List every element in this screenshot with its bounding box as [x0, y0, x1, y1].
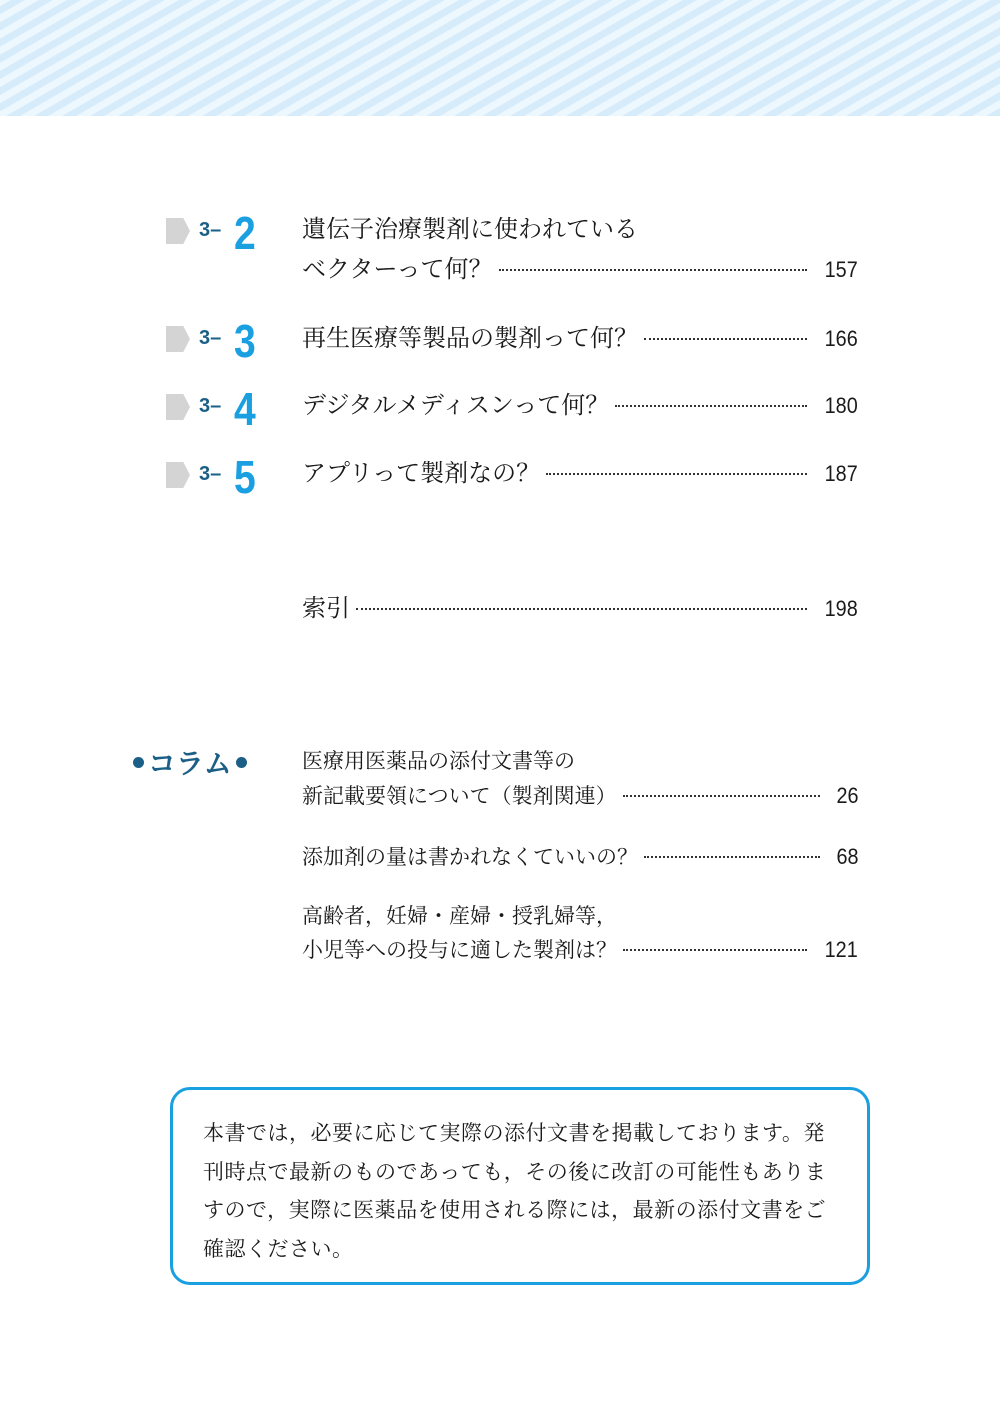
section-title-leader — [302, 390, 858, 421]
section-title-line: デジタルメディスンって何？ — [302, 391, 610, 419]
index-leader — [302, 593, 858, 624]
section-marker-icon — [166, 326, 190, 352]
column-label-text: コラム — [148, 747, 232, 780]
notice-box — [170, 1087, 870, 1285]
section-prefix: 3– — [199, 219, 222, 241]
page-number: 180 — [824, 393, 858, 418]
notice-line: 刊時点で最新のものであっても，その後に改訂の可能性もありま — [203, 1159, 827, 1184]
section-marker-icon — [166, 394, 190, 420]
column-title-line: 添加剤の量は書かれなくていいの？ — [302, 845, 638, 869]
page-number: 198 — [824, 596, 858, 621]
section-title-line: ベクターって何？ — [302, 255, 493, 283]
column-title-leader — [302, 935, 858, 965]
header-stripe-band — [0, 0, 1000, 116]
page-number: 187 — [824, 461, 858, 486]
column-title-line: 高齢者，妊婦・産婦・授乳婦等， — [302, 904, 617, 928]
page-number: 121 — [824, 937, 858, 962]
dot-leader — [623, 793, 820, 797]
column-title-line: 新記載要領について（製剤関連） — [302, 784, 617, 808]
notice-line: 確認ください。 — [203, 1236, 354, 1261]
section-title-line: 再生医療等製品の製剤って何？ — [302, 324, 638, 352]
dot-leader — [499, 267, 808, 271]
section-number: 3 — [234, 315, 256, 367]
section-title-line: 遺伝子治療製剤に使われている — [302, 215, 638, 243]
dot-leader — [644, 854, 820, 858]
section-number: 2 — [234, 207, 256, 259]
column-title-line: 小児等への投与に適した製剤は？ — [302, 938, 617, 962]
dot-leader — [623, 947, 807, 951]
column-label — [133, 742, 247, 782]
section-title-leader — [302, 254, 858, 285]
page-number: 157 — [824, 257, 858, 282]
section-marker-icon — [166, 462, 190, 488]
dot-leader — [546, 471, 807, 475]
dot-leader — [356, 606, 807, 610]
section-prefix: 3– — [199, 463, 222, 485]
page-number: 26 — [835, 783, 858, 808]
section-title-leader — [302, 323, 858, 354]
page-number: 68 — [835, 844, 858, 869]
section-prefix: 3– — [199, 327, 222, 349]
column-title-leader — [302, 842, 858, 872]
section-number: 4 — [234, 383, 256, 435]
column-title-leader — [302, 781, 858, 811]
dot-leader — [615, 403, 807, 407]
section-title-line: アプリって製剤なの？ — [302, 459, 541, 487]
section-prefix: 3– — [199, 395, 222, 417]
index-title: 索引 — [302, 594, 350, 622]
notice-line: すので，実際に医薬品を使用される際には，最新の添付文書をご — [203, 1198, 827, 1222]
section-title-leader — [302, 458, 858, 489]
bullet-dot-icon — [236, 757, 247, 768]
section-marker-icon — [166, 218, 190, 244]
notice-line: 本書では，必要に応じて実際の添付文書を掲載しております。発 — [203, 1121, 825, 1145]
bullet-dot-icon — [133, 757, 144, 768]
section-number: 5 — [234, 451, 256, 503]
dot-leader — [644, 336, 807, 340]
page-number: 166 — [824, 326, 858, 351]
column-title-line: 医療用医薬品の添付文書等の — [302, 749, 575, 773]
